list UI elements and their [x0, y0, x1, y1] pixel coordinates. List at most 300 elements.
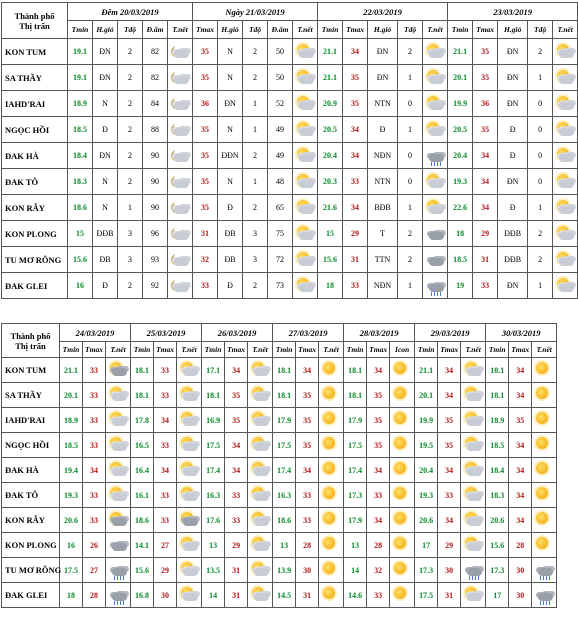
value-cell: 2 — [243, 65, 268, 91]
weather-cell — [461, 433, 486, 458]
table-row — [2, 408, 557, 433]
value-cell: 1 — [398, 65, 423, 91]
location-name: KON TUM — [2, 39, 68, 65]
column-header: Tmin — [202, 342, 225, 358]
sun-cloud-icon — [425, 198, 445, 218]
value-cell: 75 — [268, 221, 293, 247]
value-cell: 2 — [398, 221, 423, 247]
tmin-cell: 16.3 — [273, 483, 296, 508]
tmin-cell: 18 — [60, 583, 83, 608]
sun-cloud-icon — [463, 410, 483, 430]
tmin-cell: 18.3 — [486, 483, 509, 508]
column-header: T.nết — [532, 342, 557, 358]
tmin-cell: 17.3 — [344, 483, 367, 508]
value-cell: 35 — [193, 65, 218, 91]
weather-cell — [293, 91, 318, 117]
column-header: Tđộ — [528, 21, 553, 39]
value-cell: N — [218, 65, 243, 91]
weather-cell — [319, 358, 344, 383]
value-cell: 35 — [193, 143, 218, 169]
weather-cell — [423, 247, 448, 273]
tmax-cell: 34 — [296, 358, 319, 383]
sun-icon — [534, 535, 554, 555]
column-header: Tmin — [344, 342, 367, 358]
column-header: Tmax — [225, 342, 248, 358]
sun-icon — [534, 485, 554, 505]
tmax-cell: 33 — [154, 358, 177, 383]
value-cell: 20.9 — [318, 91, 343, 117]
tmin-cell: 17.9 — [344, 408, 367, 433]
weather-cell — [423, 91, 448, 117]
tmin-cell: 18.1 — [486, 383, 509, 408]
value-cell: 1 — [243, 169, 268, 195]
sun-cloud-icon — [555, 172, 575, 192]
value-cell: 35 — [343, 65, 368, 91]
sun-cloud-icon — [425, 94, 445, 114]
location-name: ĐAK HÀ — [2, 143, 68, 169]
value-cell: 2 — [528, 247, 553, 273]
value-cell: ĐN — [93, 65, 118, 91]
weather-cell — [106, 458, 131, 483]
date-header: 30/03/2019 — [486, 324, 557, 342]
value-cell: 2 — [243, 39, 268, 65]
tmax-cell: 33 — [438, 483, 461, 508]
value-cell: 0 — [398, 169, 423, 195]
value-cell: 3 — [243, 247, 268, 273]
table-row — [2, 65, 578, 91]
tmin-cell: 18.9 — [60, 408, 83, 433]
column-header: T.nết — [168, 21, 193, 39]
value-cell: 34 — [473, 143, 498, 169]
value-cell: ĐN — [498, 39, 528, 65]
tmax-cell: 33 — [296, 483, 319, 508]
tmax-cell: 34 — [367, 458, 390, 483]
sun-icon — [534, 510, 554, 530]
value-cell: Đ — [218, 195, 243, 221]
value-cell: 35 — [343, 91, 368, 117]
date-header: 27/03/2019 — [273, 324, 344, 342]
tmin-cell: 13 — [273, 533, 296, 558]
tmax-cell: 33 — [367, 583, 390, 608]
table-row — [2, 143, 578, 169]
sun-cloud-icon — [250, 410, 270, 430]
location-name: KON PLONG — [2, 221, 68, 247]
value-cell: 35 — [473, 117, 498, 143]
tmax-cell: 35 — [296, 408, 319, 433]
tmin-cell: 17.3 — [415, 558, 438, 583]
sun-cloud-icon — [555, 224, 575, 244]
value-cell: NĐN — [368, 273, 398, 299]
tmax-cell: 33 — [225, 508, 248, 533]
sun-cloud-icon — [463, 585, 483, 605]
weather-cell — [461, 483, 486, 508]
table-row — [2, 247, 578, 273]
location-name: IAHD'RAI — [2, 91, 68, 117]
sun-cloud-icon — [179, 485, 199, 505]
column-header: Tmin — [131, 342, 154, 358]
cloud-sun-icon — [108, 360, 128, 380]
weather-cell — [423, 169, 448, 195]
value-cell: 34 — [343, 117, 368, 143]
tmax-cell: 26 — [83, 533, 106, 558]
table-row — [2, 433, 557, 458]
tmax-cell: 35 — [509, 408, 532, 433]
moon-cloud-icon — [170, 146, 190, 166]
value-cell: ĐN — [498, 65, 528, 91]
tmax-cell: 34 — [225, 433, 248, 458]
value-cell: 2 — [398, 39, 423, 65]
sun-icon — [321, 535, 341, 555]
column-header: Tmax — [154, 342, 177, 358]
value-cell: 49 — [268, 143, 293, 169]
weather-cell — [461, 458, 486, 483]
value-cell: Đ — [218, 273, 243, 299]
sun-cloud-icon — [425, 172, 445, 192]
location-name: KON PLONG — [2, 533, 60, 558]
sun-cloud-icon — [295, 42, 315, 62]
weather-cell — [553, 221, 578, 247]
sun-cloud-icon — [250, 360, 270, 380]
value-cell: 2 — [118, 91, 143, 117]
value-cell: 22.6 — [448, 195, 473, 221]
value-cell: 15 — [318, 221, 343, 247]
weather-cell — [106, 508, 131, 533]
tmax-cell: 33 — [225, 483, 248, 508]
value-cell: 90 — [143, 143, 168, 169]
value-cell: NĐN — [368, 143, 398, 169]
weather-cell — [106, 433, 131, 458]
location-name: TU MƠ RÔNG — [2, 247, 68, 273]
tmin-cell: 17 — [486, 583, 509, 608]
date-header: 24/03/2019 — [60, 324, 131, 342]
value-cell: 20.5 — [318, 117, 343, 143]
column-header: Tđộ — [118, 21, 143, 39]
value-cell: 18.5 — [68, 117, 93, 143]
value-cell: ĐN — [368, 65, 398, 91]
value-cell: Đ — [368, 117, 398, 143]
weather-cell — [553, 117, 578, 143]
column-header: H.gió — [498, 21, 528, 39]
sun-cloud-icon — [555, 42, 575, 62]
tmax-cell: 33 — [83, 383, 106, 408]
tmin-cell: 13.5 — [202, 558, 225, 583]
location-name: ĐAK HÀ — [2, 458, 60, 483]
sun-cloud-icon — [295, 224, 315, 244]
value-cell: 21.1 — [318, 65, 343, 91]
sun-cloud-icon — [179, 410, 199, 430]
weather-cell — [461, 533, 486, 558]
sun-cloud-icon — [250, 535, 270, 555]
column-header: Tmin — [486, 342, 509, 358]
value-cell: 20.1 — [448, 65, 473, 91]
value-cell: 36 — [193, 91, 218, 117]
table-row — [2, 117, 578, 143]
location-name: IAHD'RAI — [2, 408, 60, 433]
value-cell: 35 — [193, 39, 218, 65]
weather-cell — [293, 39, 318, 65]
sun-icon — [392, 510, 412, 530]
sun-icon — [392, 535, 412, 555]
tmax-cell: 29 — [154, 558, 177, 583]
value-cell: 1 — [528, 273, 553, 299]
column-header: T.nết — [553, 21, 578, 39]
cloud-rain-icon — [425, 146, 445, 166]
sun-cloud-icon — [179, 385, 199, 405]
value-cell: 18.6 — [68, 195, 93, 221]
location-name: NGỌC HỒI — [2, 433, 60, 458]
tmax-cell: 33 — [154, 383, 177, 408]
weather-cell — [319, 383, 344, 408]
table-row — [2, 195, 578, 221]
value-cell: 82 — [143, 39, 168, 65]
sun-cloud-icon — [108, 410, 128, 430]
tmin-cell: 14.6 — [344, 583, 367, 608]
location-name: SA THẦY — [2, 65, 68, 91]
tmax-cell: 34 — [225, 458, 248, 483]
tmax-cell: 34 — [438, 458, 461, 483]
sun-cloud-icon — [463, 535, 483, 555]
sun-cloud-icon — [463, 385, 483, 405]
tmin-cell: 13 — [202, 533, 225, 558]
weather-cell — [248, 433, 273, 458]
moon-cloud-icon — [170, 94, 190, 114]
table-row — [2, 583, 557, 608]
value-cell: 92 — [143, 273, 168, 299]
weather-cell — [423, 117, 448, 143]
tmin-cell: 17 — [415, 533, 438, 558]
location-name: ĐAK GLEI — [2, 583, 60, 608]
value-cell: 20.4 — [448, 143, 473, 169]
table-row — [2, 221, 578, 247]
weather-cell — [461, 383, 486, 408]
tmax-cell: 34 — [438, 383, 461, 408]
weather-cell — [168, 195, 193, 221]
tmin-cell: 18.6 — [131, 508, 154, 533]
weather-cell — [177, 558, 202, 583]
tmax-cell: 28 — [367, 533, 390, 558]
moon-cloud-icon — [170, 224, 190, 244]
weather-cell — [390, 458, 415, 483]
value-cell: 2 — [528, 221, 553, 247]
sun-icon — [392, 560, 412, 580]
value-cell: 1 — [118, 195, 143, 221]
column-header: Tđộ — [398, 21, 423, 39]
value-cell: 19 — [448, 273, 473, 299]
column-header: Tmin — [448, 21, 473, 39]
tmax-cell: 28 — [296, 533, 319, 558]
tmin-cell: 18.1 — [202, 383, 225, 408]
weather-cell — [423, 143, 448, 169]
tmin-cell: 14 — [344, 558, 367, 583]
table-row — [2, 558, 557, 583]
weather-cell — [106, 358, 131, 383]
weather-cell — [248, 408, 273, 433]
value-cell: BĐB — [368, 195, 398, 221]
value-cell: 18.5 — [448, 247, 473, 273]
value-cell: Đ — [93, 117, 118, 143]
tmin-cell: 16.1 — [131, 483, 154, 508]
value-cell: 15.6 — [318, 247, 343, 273]
value-cell: 48 — [268, 169, 293, 195]
tmin-cell: 17.9 — [273, 408, 296, 433]
tmin-cell: 15.6 — [486, 533, 509, 558]
table-row — [2, 383, 557, 408]
tmax-cell: 32 — [367, 558, 390, 583]
location-name: KON TUM — [2, 358, 60, 383]
tmax-cell: 34 — [367, 508, 390, 533]
weather-cell — [106, 533, 131, 558]
tmin-cell: 17.5 — [60, 558, 83, 583]
weather-cell — [553, 273, 578, 299]
sun-cloud-icon — [295, 120, 315, 140]
value-cell: ĐĐB — [93, 221, 118, 247]
table-row — [2, 533, 557, 558]
location-name: NGỌC HỒI — [2, 117, 68, 143]
sun-cloud-icon — [108, 435, 128, 455]
sun-cloud-icon — [295, 276, 315, 296]
cloud-icon — [425, 250, 445, 270]
sun-cloud-icon — [250, 560, 270, 580]
column-header: T.nết — [106, 342, 131, 358]
tmax-cell: 30 — [438, 558, 461, 583]
value-cell: 0 — [398, 143, 423, 169]
cloud-icon — [425, 224, 445, 244]
column-header: Tmax — [83, 342, 106, 358]
value-cell: 34 — [473, 169, 498, 195]
value-cell: 35 — [193, 169, 218, 195]
tmax-cell: 35 — [367, 383, 390, 408]
value-cell: 16 — [68, 273, 93, 299]
tmax-cell: 34 — [154, 408, 177, 433]
date-header: 22/03/2019 — [318, 3, 448, 21]
tmin-cell: 18.1 — [131, 358, 154, 383]
sun-cloud-icon — [295, 94, 315, 114]
tmax-cell: 33 — [83, 433, 106, 458]
value-cell: ĐB — [218, 247, 243, 273]
sun-cloud-icon — [555, 250, 575, 270]
tmin-cell: 13.9 — [273, 558, 296, 583]
column-header: Tmin — [318, 21, 343, 39]
value-cell: 50 — [268, 65, 293, 91]
sun-icon — [392, 460, 412, 480]
cloud-rain-icon — [108, 560, 128, 580]
weather-cell — [177, 433, 202, 458]
value-cell: 0 — [528, 117, 553, 143]
value-cell: 35 — [193, 195, 218, 221]
tmax-cell: 34 — [509, 383, 532, 408]
sun-cloud-icon — [179, 535, 199, 555]
value-cell: 0 — [528, 169, 553, 195]
value-cell: 93 — [143, 247, 168, 273]
value-cell: 0 — [528, 143, 553, 169]
sun-cloud-icon — [179, 435, 199, 455]
weather-cell — [553, 169, 578, 195]
value-cell: 34 — [473, 195, 498, 221]
value-cell: 33 — [473, 273, 498, 299]
column-header: H.gió — [218, 21, 243, 39]
weather-cell — [319, 458, 344, 483]
weather-cell — [553, 91, 578, 117]
cloud-rain-icon — [534, 585, 554, 605]
value-cell: 49 — [268, 117, 293, 143]
tmax-cell: 35 — [438, 408, 461, 433]
weather-cell — [390, 408, 415, 433]
value-cell: 65 — [268, 195, 293, 221]
weather-cell — [168, 169, 193, 195]
value-cell: ĐN — [498, 169, 528, 195]
sun-cloud-icon — [463, 360, 483, 380]
value-cell: 2 — [398, 247, 423, 273]
column-header: T.nết — [248, 342, 273, 358]
tmax-cell: 34 — [296, 458, 319, 483]
weather-cell — [293, 221, 318, 247]
cloud-rain-icon — [108, 585, 128, 605]
tmax-cell: 29 — [438, 533, 461, 558]
value-cell: N — [93, 169, 118, 195]
weather-cell — [248, 508, 273, 533]
tmin-cell: 18.5 — [486, 433, 509, 458]
tmax-cell: 31 — [225, 583, 248, 608]
tmin-cell: 17.5 — [273, 433, 296, 458]
tmin-cell: 18.1 — [344, 383, 367, 408]
value-cell: ĐN — [368, 39, 398, 65]
weather-cell — [168, 91, 193, 117]
tmin-cell: 17.4 — [273, 458, 296, 483]
weather-cell — [168, 247, 193, 273]
tmin-cell: 20.1 — [415, 383, 438, 408]
location-name: ĐAK TÔ — [2, 483, 60, 508]
tmin-cell: 18.1 — [273, 383, 296, 408]
column-header: Icon — [390, 342, 415, 358]
value-cell: 18.9 — [68, 91, 93, 117]
sun-cloud-icon — [250, 485, 270, 505]
weather-cell — [461, 508, 486, 533]
tmin-cell: 20.6 — [60, 508, 83, 533]
tmin-cell: 17.5 — [344, 433, 367, 458]
weather-cell — [319, 583, 344, 608]
tmax-cell: 33 — [154, 483, 177, 508]
value-cell: 29 — [343, 221, 368, 247]
value-cell: Đ — [498, 117, 528, 143]
value-cell: 18.3 — [68, 169, 93, 195]
value-cell: 2 — [243, 195, 268, 221]
weather-cell — [177, 583, 202, 608]
sun-cloud-icon — [108, 385, 128, 405]
tmin-cell: 18.1 — [273, 358, 296, 383]
column-header: Tđộ — [243, 21, 268, 39]
weather-cell — [248, 383, 273, 408]
tmax-cell: 34 — [438, 358, 461, 383]
date-header: 26/03/2019 — [202, 324, 273, 342]
tmin-cell: 21.1 — [60, 358, 83, 383]
weather-cell — [390, 358, 415, 383]
moon-cloud-icon — [170, 68, 190, 88]
weather-cell — [177, 533, 202, 558]
sun-cloud-icon — [295, 250, 315, 270]
value-cell: 32 — [193, 247, 218, 273]
weather-cell — [423, 221, 448, 247]
tmin-cell: 18.9 — [486, 408, 509, 433]
weather-cell — [319, 533, 344, 558]
value-cell: 1 — [398, 195, 423, 221]
tmax-cell: 34 — [154, 458, 177, 483]
date-header: 25/03/2019 — [131, 324, 202, 342]
weather-cell — [532, 508, 557, 533]
value-cell: ĐB — [218, 221, 243, 247]
weather-cell — [319, 558, 344, 583]
value-cell: 19.3 — [448, 169, 473, 195]
tmin-cell: 18.1 — [344, 358, 367, 383]
